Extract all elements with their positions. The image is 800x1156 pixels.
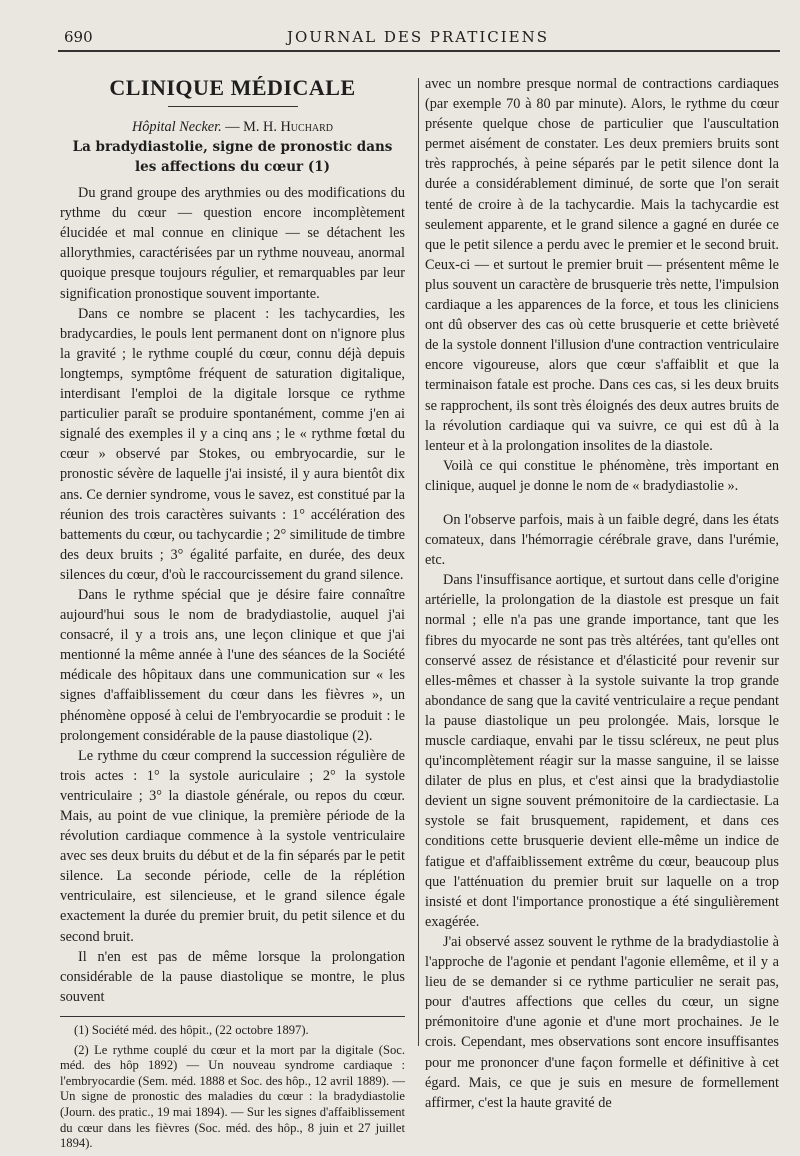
- header-rule: [58, 50, 780, 52]
- title-rule: [168, 106, 298, 107]
- paragraph: Du grand groupe des arythmies ou des modifications du rythme du cœur — question encore incomplètement élucidée et mal connue en clinique — se détachent les allorythmies, caractérisées par un rythme nouveau, anormal quoique presque toujours régulier, et remarquables par leur signification pronostique souvent importante.: [60, 185, 405, 302]
- paragraph: Dans l'insuffisance aortique, et surtout dans celle d'origine artérielle, la prolongation de la diastole est presque un fait normal ; elle n'a pas une grande importance, tant que les fibres du myocarde ne sont pas très altérées, tant qu'elles ont conservé assez de résistance et d'élasticité pour revenir sur elles-mêmes et chasser à la systole suivante la trop grande abondance de sang que la cavité ventriculaire a reçue pendant la pause diastolique un peu prolongée. Mais, lorsque le muscle cardiaque, envahi par le tissu scléreux, ne peut plus qu'incomplètement réagir sur la masse sanguine, il se laisse dilater de plus en plus, et c'est ainsi que la bradydiastolie devient un signe souvent prémonitoire de la cardiectasie. La systole se fait brusquement, rapidement, et dans ces conditions cette brusquerie devient elle-même un indice de fatigue et d'affaiblissement extrême du cœur, beaucoup plus que l'atténuation du premier bruit sur laquelle on a trop insisté et dont l'importance pronostique a été singulièrement exagérée.: [425, 572, 779, 930]
- footnotes: [60, 1023, 405, 1152]
- paragraph: Dans ce nombre se placent : les tachycardies, les bradycardies, le pouls lent permanent dont on n'ignore plus la gravité ; le rythme couplé du cœur, connu déjà depuis longtemps, symptôme fréquent de saturation digitalique, interdisant l'emploi de la digitale lorsque ce rythme particulier paraît se produire spontanément, comme j'en ai signalé des exemples il y a cinq ans ; le « rythme fœtal du cœur » observé par Stokes, ou embryocardie, sur le pronostic sévère de laquelle j'ai insisté, il y aura bientôt dix ans. Ce dernier syndrome, vous le savez, est constitué par la réunion des trois caractères suivants : 1° accélération des battements du cœur, ou tachycardie ; 2° similitude de timbre des deux bruits ; 3° égalité parfaite, en durée, des deux silences du cœur, d'où le raccourcissement du grand silence.: [60, 305, 405, 583]
- paragraph: J'ai observé assez souvent le rythme de la bradydiastolie à l'approche de l'agonie et pendant l'agonie ellemême, et il y a lieu de se demander si ce rythme particulier ne serait pas, pour d'autres affections que celles du cœur, un signe prémonitoire d'une agonie et d'une mort prochaines. Je le crois. Cependant, mes observations sont encore insuffisantes pour me prononcer d'une façon formelle et définitive à cet égard. Mais, ce que je suis en mesure de formellement affirmer, c'est la haute gravité de: [425, 933, 779, 1111]
- paragraph: Il n'en est pas de même lorsque la prolongation considérable de la pause diastolique se montre, le plus souvent: [60, 948, 405, 1005]
- right-column: [425, 74, 779, 1113]
- footnote-rule: [60, 1016, 405, 1017]
- left-column: [60, 74, 405, 1156]
- paragraph: avec un nombre presque normal de contractions cardiaques (par exemple 70 à 80 par minute). Alors, le rythme du cœur présente quelque chose de particulier que l'auscultation permet aisément de constater. Les deux premiers bruits sont très rapprochés, à peine séparés par le petit silence dont la durée a considérablement diminué, de sorte que l'on serait tenté de croire à de la tachycardie. Mais la tachycardie est seulement apparente, et le grand silence a gagné en durée ce que le petit silence a perdu avec le premier et le second bruit. Ceux-ci — et surtout le premier bruit — présentent même le plus souvent un caractère de brusquerie très nette, l'impulsion cardiaque a les apparences de la force, et tous les cliniciens ont dû observer des cas où cette brusquerie et cette brièveté de la systole donnent l'illusion d'une contraction ventriculaire encore vigoureuse, alors que cœur s'affaiblit et que la terminaison fatale est proche. Dans ces cas, si les deux bruits se rapprochent, ils sont très éloignés des deux autres bruits de la révolution cardiaque qui va suivre, ce qui est dû à la lenteur et à la prolongation insolites de la diastole.: [425, 76, 779, 454]
- hospital-separator: —: [221, 119, 244, 135]
- author-name: M. H. Huchard: [243, 119, 334, 135]
- article-title: La bradydiastolie, signe de pronostic dans les affections du cœur (1): [72, 139, 393, 176]
- hospital-name: Hôpital Necker.: [131, 119, 222, 135]
- paragraph: Dans le rythme spécial que je désire faire connaître aujourd'hui sous le nom de bradydiastolie, auquel j'ai consacré, il y a trois ans, une leçon clinique et que j'ai mentionné la même année à l'une des séances de la Société médicale des hôpitaux dans une communication sur « les signes d'affaiblissement du cœur dans les fièvres », un phénomène opposé à celui de l'embryocardie se produit : le prolongement considérable de la pause diastolique (2).: [60, 586, 405, 744]
- footnote: (1) Société méd. des hôpit., (22 octobre 1897).: [74, 1022, 309, 1037]
- paragraph: On l'observe parfois, mais à un faible degré, dans les états comateux, dans l'hémorragie cérébrale grave, dans l'urémie, etc.: [425, 511, 779, 569]
- page-header: [58, 24, 778, 52]
- paragraph: Le rythme du cœur comprend la succession régulière de trois actes : 1° la systole auriculaire ; 2° la systole ventriculaire ; 3° la diastole générale, ou repos du cœur. Mais, au point de vue clinique, la première période de la révolution cardiaque commence à la systole ventriculaire avec ses deux bruits du début et de la fin séparés par le petit silence. La seconde période, celle de la réplétion ventriculaire, est silencieuse, et le grand silence égale exactement la durée du premier bruit, du petit silence et du second bruit.: [60, 747, 405, 945]
- column-divider: [418, 78, 419, 1046]
- page-number: 690: [64, 28, 93, 46]
- running-title: JOURNAL DES PRATICIENS: [286, 28, 550, 46]
- paragraph: Voilà ce qui constitue le phénomène, très important en clinique, auquel je donne le nom de « bradydiastolie ».: [425, 457, 779, 494]
- hospital-line: [60, 117, 405, 137]
- section-title: CLINIQUE MÉDICALE: [109, 75, 356, 100]
- footnote: (2) Le rythme couplé du cœur et la mort par la digitale (Soc. méd. des hôp 1892) — Un nouveau syndrome cardiaque : l'embryocardie (Sem. méd. 1888 et Soc. des hôp., 12 avril 1889). — Un signe de pronostic des maladies du cœur : la bradydiastolie (Journ. des pratic., 19 mai 1894). — Sur les signes d'affaiblissement du cœur dans les fièvres (Soc. méd. des hôp., 8 juin et 27 juillet 1894).: [60, 1042, 405, 1151]
